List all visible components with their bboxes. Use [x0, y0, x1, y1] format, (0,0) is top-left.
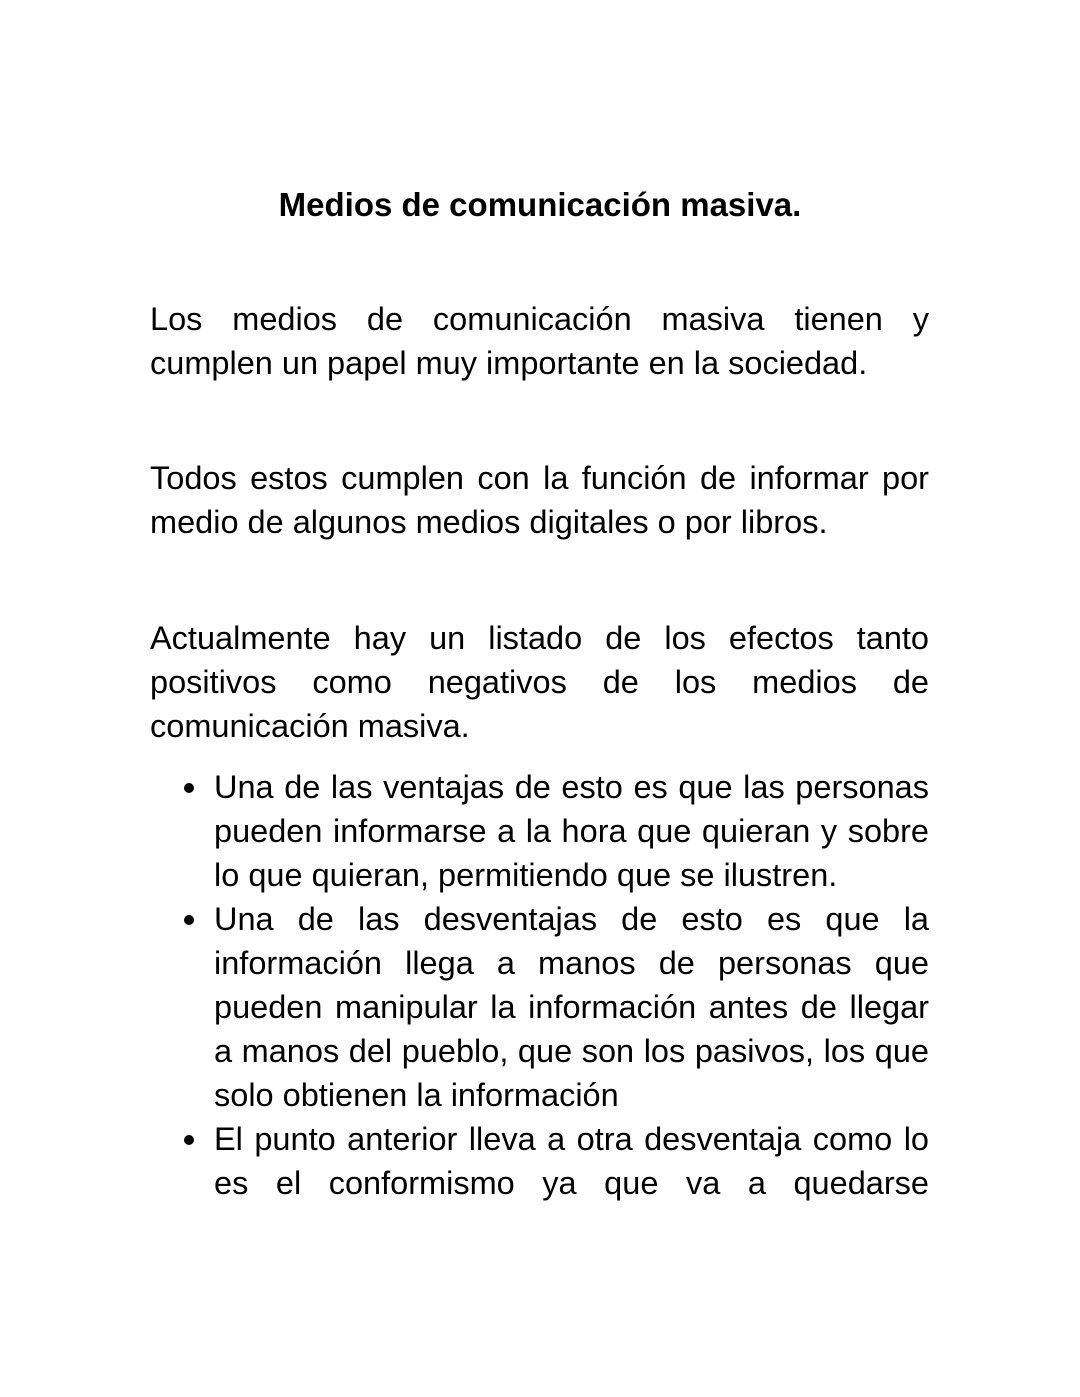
bullet-text: Una de las ventajas de esto es que las personas pueden informarse a la hora que quieran y sobre lo que quieran, permitiendo que se ilustren. [214, 769, 929, 893]
paragraph-effects: Actualmente hay un listado de los efectos tanto positivos como negativos de los medios de comunicación masiva. [150, 620, 929, 744]
bullet-text: El punto anterior lleva a otra desventaja como lo es el conformismo ya que va a quedarse [214, 1121, 929, 1201]
effects-bullet-list [150, 765, 929, 1205]
paragraph-intro: Los medios de comunicación masiva tienen y cumplen un papel muy importante en la sociedad. [150, 301, 929, 381]
list-item-conformism [150, 1117, 929, 1205]
disc-bullet-icon [184, 915, 194, 925]
disc-bullet-icon [184, 783, 194, 793]
document-title: Medios de comunicación masiva. [278, 186, 802, 223]
list-item-advantage [150, 765, 929, 897]
disc-bullet-icon [184, 1135, 194, 1145]
bullet-text: Una de las desventajas de esto es que la información llega a manos de personas que pueden manipular la información antes de llegar a manos del pueblo, que son los pasivos, los que solo obtienen la información [214, 901, 929, 1113]
list-item-disadvantage [150, 897, 929, 1117]
paragraph-function: Todos estos cumplen con la función de informar por medio de algunos medios digitales o por libros. [150, 460, 929, 540]
